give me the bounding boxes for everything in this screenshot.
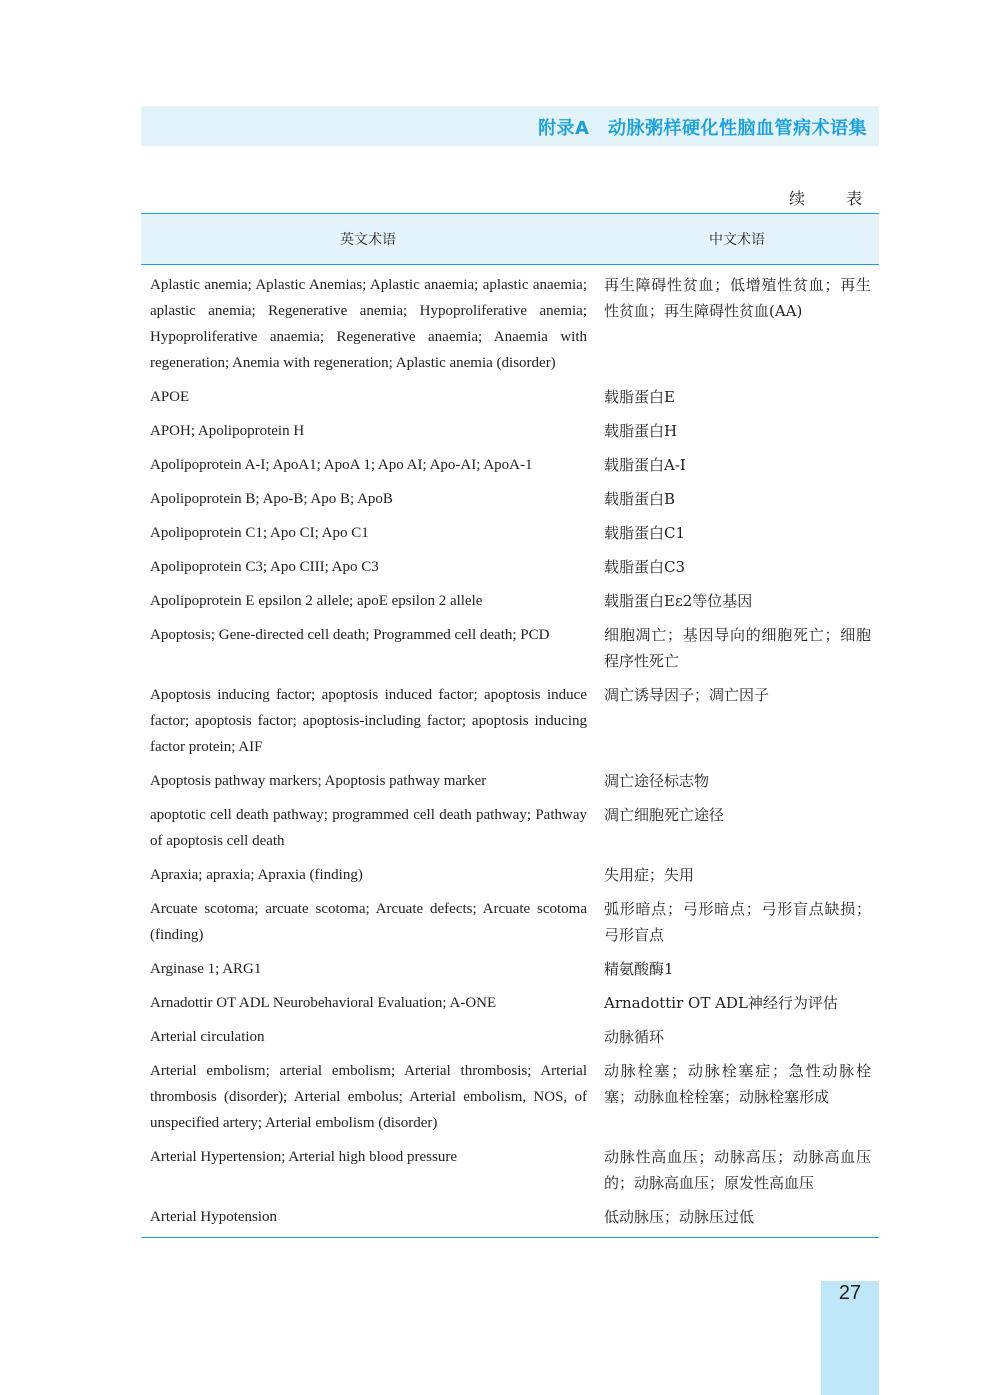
english-term-cell: Arnadottir OT ADL Neurobehavioral Evaluation; A-ONE: [150, 995, 497, 1011]
chinese-term-cell: 凋亡诱导因子；凋亡因子: [604, 686, 770, 704]
table-row: [141, 270, 879, 382]
table-row: [141, 1202, 879, 1236]
chinese-term-cell: 载脂蛋白C1: [604, 524, 686, 542]
column-header-chinese: 中文术语: [709, 232, 765, 248]
table-row: [141, 1056, 879, 1142]
chinese-term-cell: 载脂蛋白B: [604, 490, 676, 508]
chinese-term-cell: 载脂蛋白H: [604, 422, 678, 440]
english-term-cell: Arterial embolism; arterial embolism; Arterial thrombosis; Arterial thrombosis (disorder); Arterial embolus; Arterial embolism, NOS, of unspecified artery; Arterial embolism (disorder): [150, 1063, 587, 1131]
english-term-cell: Apolipoprotein B; Apo-B; Apo B; ApoB: [150, 491, 393, 507]
table-row: [141, 552, 879, 586]
chinese-term-cell: 细胞凋亡；基因导向的细胞死亡；细胞程序性死亡: [604, 626, 871, 670]
english-term-cell: Apolipoprotein E epsilon 2 allele; apoE epsilon 2 allele: [150, 593, 483, 609]
table-header: [141, 214, 879, 265]
english-term-cell: Apoptosis pathway markers; Apoptosis pathway marker: [150, 773, 487, 789]
table-row: [141, 680, 879, 766]
table-row: [141, 800, 879, 860]
english-term-cell: APOE: [150, 389, 190, 405]
table-body: [141, 265, 879, 1237]
english-term-cell: Arginase 1; ARG1: [150, 961, 262, 977]
chinese-term-cell: 载脂蛋白A-I: [604, 456, 686, 474]
english-term-cell: Arterial circulation: [150, 1029, 265, 1045]
column-header-english: 英文术语: [340, 232, 396, 248]
chinese-term-cell: 精氨酸酶1: [604, 960, 674, 978]
chinese-term-cell: 凋亡细胞死亡途径: [604, 806, 725, 824]
page-number-tab: [821, 1281, 879, 1395]
running-header: [141, 106, 879, 146]
chinese-term-cell: 失用症；失用: [604, 866, 695, 884]
table-row: [141, 1142, 879, 1202]
table-row: [141, 988, 879, 1022]
english-term-cell: Apraxia; apraxia; Apraxia (finding): [150, 867, 363, 883]
page-number: 27: [838, 1282, 862, 1304]
english-term-cell: Arcuate scotoma; arcuate scotoma; Arcuate defects; Arcuate scotoma (finding): [150, 901, 587, 943]
english-term-cell: Aplastic anemia; Aplastic Anemias; Aplastic anaemia; aplastic anaemia; aplastic anemia; Regenerative anemia; Hypoproliferative anemia; Hypoproliferative anaemia; Regenerative anaemia; Anaemia with regeneration; Anemia with regeneration; Aplastic anemia (disorder): [150, 277, 587, 371]
header-title: 附录A 动脉粥样硬化性脑血管病术语集: [538, 118, 867, 139]
continued-label: 续 表: [789, 189, 881, 208]
chinese-term-cell: 载脂蛋白C3: [604, 558, 686, 576]
chinese-term-cell: Arnadottir OT ADL神经行为评估: [604, 994, 838, 1012]
english-term-cell: Arterial Hypertension; Arterial high blood pressure: [150, 1149, 458, 1165]
table-row: [141, 1022, 879, 1056]
table-row: [141, 894, 879, 954]
table-row: [141, 860, 879, 894]
english-term-cell: Apolipoprotein C1; Apo CI; Apo C1: [150, 525, 369, 541]
terminology-table: [141, 213, 879, 1238]
table-row: [141, 620, 879, 680]
table-row: [141, 416, 879, 450]
english-term-cell: Apoptosis inducing factor; apoptosis induced factor; apoptosis induce factor; apoptosis factor; apoptosis-including factor; apoptosis inducing factor protein; AIF: [150, 687, 587, 755]
english-term-cell: apoptotic cell death pathway; programmed cell death pathway; Pathway of apoptosis cell death: [150, 807, 587, 849]
english-term-cell: Apolipoprotein C3; Apo CIII; Apo C3: [150, 559, 379, 575]
chinese-term-cell: 再生障碍性贫血；低增殖性贫血；再生性贫血；再生障碍性贫血(AA): [604, 276, 871, 320]
chinese-term-cell: 低动脉压；动脉压过低: [604, 1208, 755, 1226]
english-term-cell: Arterial Hypotension: [150, 1209, 278, 1225]
chinese-term-cell: 动脉循环: [604, 1028, 665, 1046]
english-term-cell: APOH; Apolipoprotein H: [150, 423, 305, 439]
table-row: [141, 518, 879, 552]
table-row: [141, 766, 879, 800]
chinese-term-cell: 动脉栓塞；动脉栓塞症；急性动脉栓塞；动脉血栓栓塞；动脉栓塞形成: [604, 1062, 871, 1106]
table-row: [141, 382, 879, 416]
table-row: [141, 586, 879, 620]
table-row: [141, 450, 879, 484]
table-row: [141, 484, 879, 518]
table-row: [141, 954, 879, 988]
chinese-term-cell: 凋亡途径标志物: [604, 772, 710, 790]
chinese-term-cell: 载脂蛋白E: [604, 388, 675, 406]
chinese-term-cell: 弧形暗点；弓形暗点；弓形盲点缺损；弓形盲点: [604, 900, 871, 944]
chinese-term-cell: 动脉性高血压；动脉高压；动脉高血压的；动脉高血压；原发性高血压: [604, 1148, 871, 1192]
english-term-cell: Apoptosis; Gene-directed cell death; Programmed cell death; PCD: [150, 627, 550, 643]
english-term-cell: Apolipoprotein A-I; ApoA1; ApoA 1; Apo AI; Apo-AI; ApoA-1: [150, 457, 533, 473]
chinese-term-cell: 载脂蛋白Eε2等位基因: [604, 592, 753, 610]
